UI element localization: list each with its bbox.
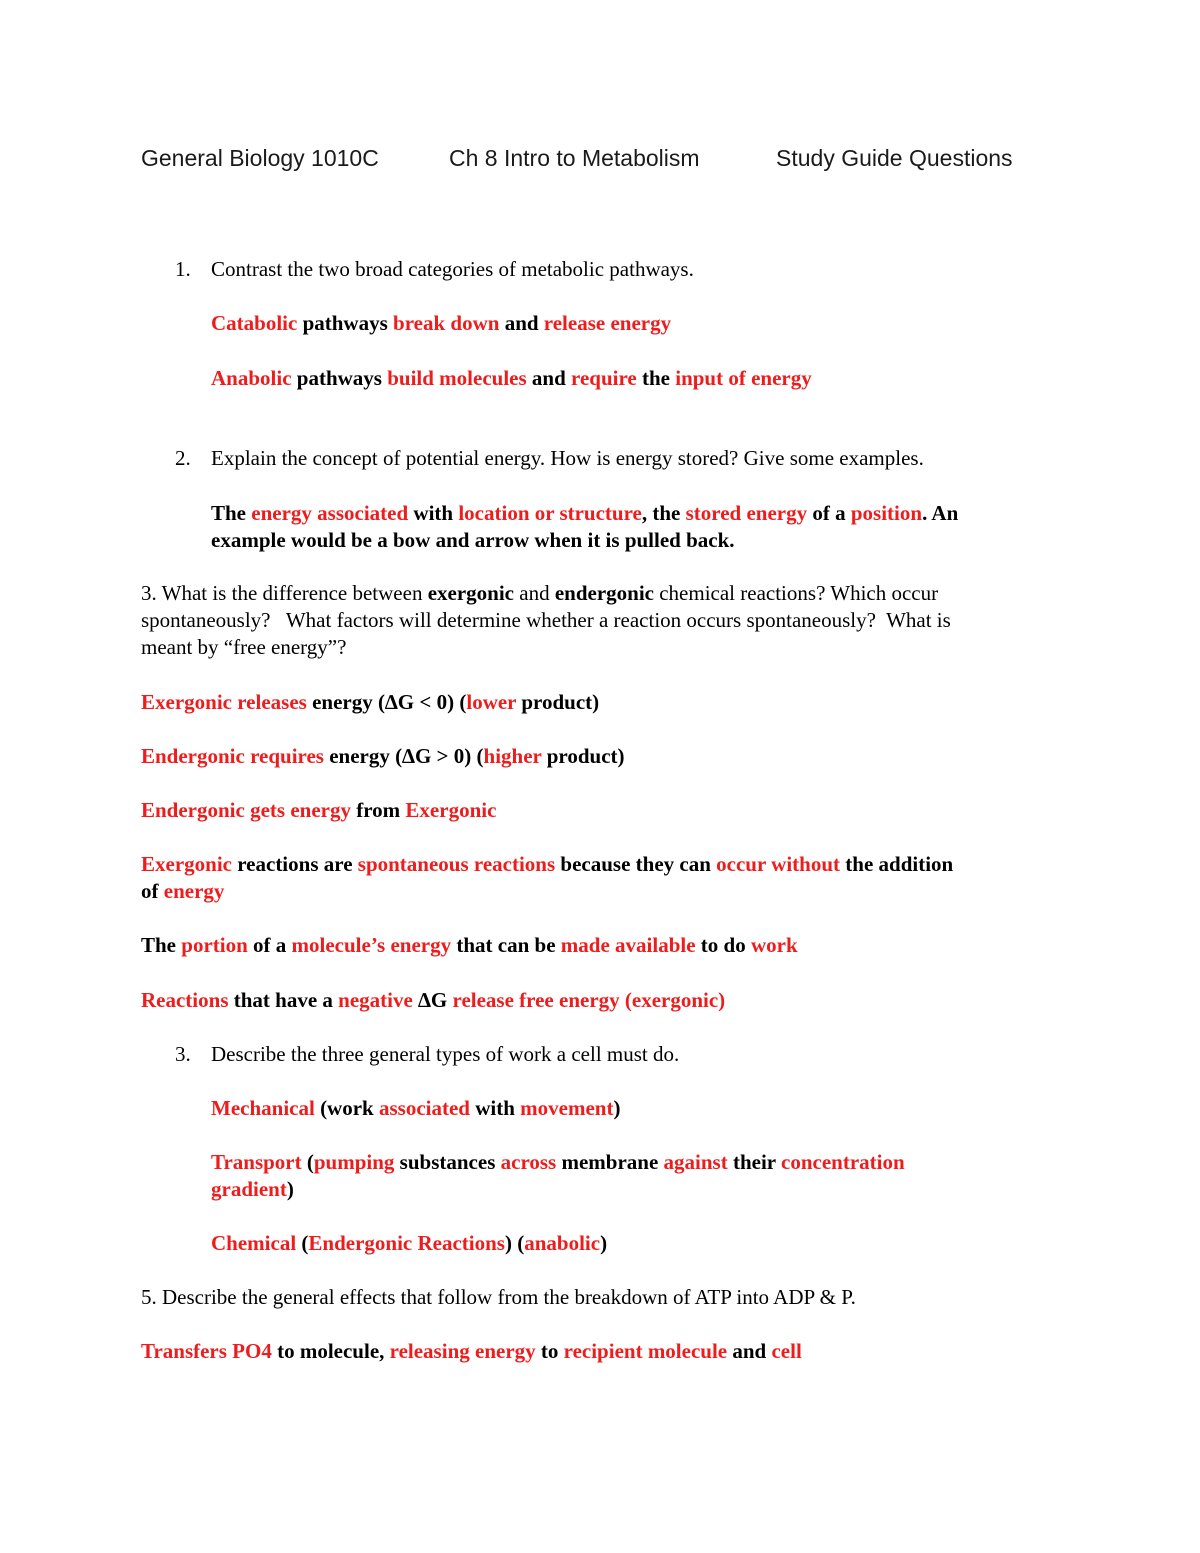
question-1-text: Contrast the two broad categories of metabolic pathways. [211,257,694,281]
question-1-answer-1: Catabolic pathways break down and release energy [211,311,672,335]
question-3-text-line-2: spontaneously? What factors will determine whether a reaction occurs spontaneously? What is [141,608,951,632]
question-3-answer-5: The portion of a molecule’s energy that can be made available to do work [141,933,798,957]
question-3-answer-1: Exergonic releases energy (∆G < 0) (lower product) [141,690,600,714]
question-3-answer-2: Endergonic requires energy (∆G > 0) (higher product) [141,744,625,768]
question-5-answer-1: Transfers PO4 to molecule, releasing energy to recipient molecule and cell [141,1339,802,1363]
question-3-text-line-3: meant by “free energy”? [141,635,347,659]
question-5-text: 5. Describe the general effects that follow from the breakdown of ATP into ADP & P. [141,1285,856,1309]
guide-title: Study Guide Questions [776,145,1013,171]
question-4-answer-2-cont: gradient) [211,1177,294,1201]
question-1-number: 1. [175,257,191,281]
question-2-number: 2. [175,446,191,470]
question-3-answer-4: Exergonic reactions are spontaneous reactions because they can occur without the addition [141,852,954,876]
question-2-answer-1: The energy associated with location or structure, the stored energy of a position. An [211,501,959,525]
chapter-title: Ch 8 Intro to Metabolism [449,145,700,171]
question-3-answer-6: Reactions that have a negative ∆G release free energy (exergonic) [141,988,726,1012]
question-4-answer-2: Transport (pumping substances across membrane against their concentration [211,1150,905,1174]
question-3-text-line-1: 3. What is the difference between exergonic and endergonic chemical reactions? Which occur [141,581,939,605]
document-header [141,145,1081,177]
question-2-text: Explain the concept of potential energy. How is energy stored? Give some examples. [211,446,924,470]
question-4-answer-3: Chemical (Endergonic Reactions) (anabolic) [211,1231,608,1255]
question-3-answer-3: Endergonic gets energy from Exergonic [141,798,497,822]
question-4-text: Describe the three general types of work a cell must do. [211,1042,680,1066]
question-4-number: 3. [175,1042,191,1066]
question-4-answer-1: Mechanical (work associated with movement) [211,1096,621,1120]
question-1-answer-2: Anabolic pathways build molecules and require the input of energy [211,366,812,390]
course-title: General Biology 1010C [141,145,379,171]
question-3-answer-4-cont: of energy [141,879,225,903]
question-2-answer-2: example would be a bow and arrow when it is pulled back. [211,528,735,552]
